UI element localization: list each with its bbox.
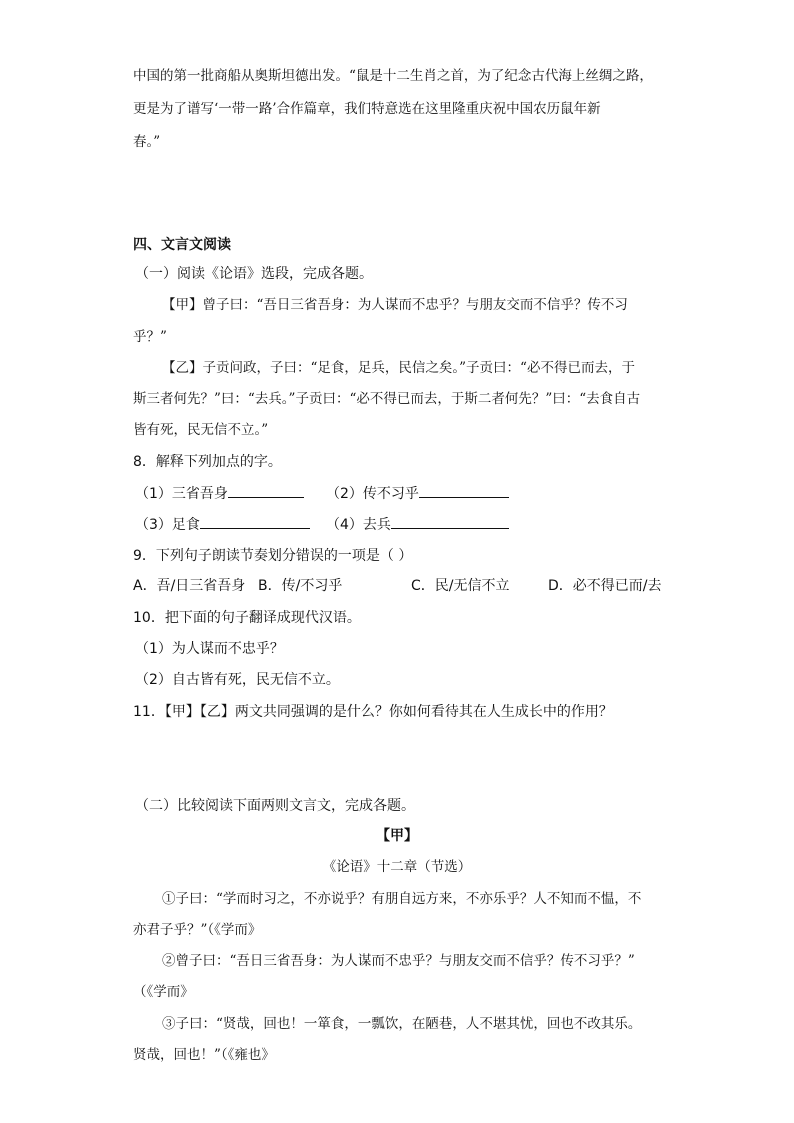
question-8-item-2-label: （2）传不习乎: [326, 486, 419, 502]
passage-yi-line-2: 斯三者何先？”曰：“去兵。”子贡曰：“必不得已而去，于斯二者何先？”曰：“去食自古: [133, 391, 641, 407]
part2-instruction: （二）比较阅读下面两则文言文，完成各题。: [135, 798, 415, 814]
passage-jia-subtitle: 《论语》十二章（节选）: [322, 859, 472, 875]
question-9-stem: 9．下列句子朗读节奏划分错误的一项是（ ）: [133, 548, 413, 564]
answer-blank-4[interactable]: [391, 514, 509, 529]
lunyu-p2-line-2: （《学而》: [133, 984, 194, 1000]
passage-jia-title: 【甲】: [376, 828, 418, 844]
question-9-option-d[interactable]: D．必不得已而/去: [548, 578, 662, 594]
lunyu-p3-line-2: 贤哉，回也！”（《雍也》: [133, 1047, 275, 1063]
lunyu-p2-line-1: ②曾子曰：“吾日三省吾身：为人谋而不忠乎？与朋友交而不信乎？传不习乎？”: [162, 953, 635, 969]
intro-line-2: 更是为了谱写‘一带一路’合作篇章，我们特意选在这里隆重庆祝中国农历鼠年新: [133, 101, 601, 117]
lunyu-p3-line-1: ③子曰：“贤哉，回也！一箪食，一瓢饮，在陋巷，人不堪其忧，回也不改其乐。: [162, 1016, 642, 1032]
question-8-item-4-label: （4）去兵: [326, 517, 391, 533]
question-8-item-3-label: （3）足食: [135, 517, 200, 533]
passage-jia-line-1: 【甲】曾子曰：“吾日三省吾身：为人谋而不忠乎？与朋友交而不信乎？传不习: [162, 297, 628, 313]
question-9-option-a[interactable]: A．吾/日三省吾身: [133, 578, 246, 594]
question-10-item-1: （1）为人谋而不忠乎？: [135, 641, 284, 657]
question-8-item-2: [326, 483, 509, 504]
question-8-item-1-label: （1）三省吾身: [135, 486, 228, 502]
answer-blank-3[interactable]: [200, 514, 310, 529]
answer-blank-1[interactable]: [228, 483, 304, 498]
question-8-item-3: [135, 514, 310, 535]
passage-yi-line-3: 皆有死，民无信不立。”: [133, 422, 269, 438]
question-9-option-b[interactable]: B．传/不习乎: [258, 578, 343, 594]
question-8-stem: 8．解释下列加点的字。: [133, 454, 282, 470]
question-10-stem: 10．把下面的句子翻译成现代汉语。: [133, 610, 361, 626]
answer-blank-2[interactable]: [419, 483, 509, 498]
question-8-item-4: [326, 514, 509, 535]
lunyu-p1-line-2: 亦君子乎？”（《学而》: [133, 922, 262, 938]
lunyu-p1-line-1: ①子曰：“学而时习之，不亦说乎？有朋自远方来，不亦乐乎？人不知而不愠，不: [162, 891, 642, 907]
intro-line-3: 春。”: [133, 134, 161, 150]
passage-yi-line-1: 【乙】子贡问政，子曰：“足食，足兵，民信之矣。”子贡曰：“必不得已而去，于: [162, 360, 635, 376]
question-10-item-2: （2）自古皆有死，民无信不立。: [135, 672, 340, 688]
part1-instruction: （一）阅读《论语》选段，完成各题。: [135, 266, 373, 282]
passage-jia-line-2: 乎？”: [133, 329, 167, 345]
section-heading: 四、文言文阅读: [133, 237, 231, 253]
question-8-item-1: [135, 483, 304, 504]
question-9-option-c[interactable]: C．民/无信不立: [411, 578, 510, 594]
question-11-stem: 11．【甲】【乙】两文共同强调的是什么？你如何看待其在人生成长中的作用？: [133, 704, 613, 720]
intro-line-1: 中国的第一批商船从奥斯坦德出发。“鼠是十二生肖之首，为了纪念古代海上丝绸之路，: [133, 68, 653, 84]
